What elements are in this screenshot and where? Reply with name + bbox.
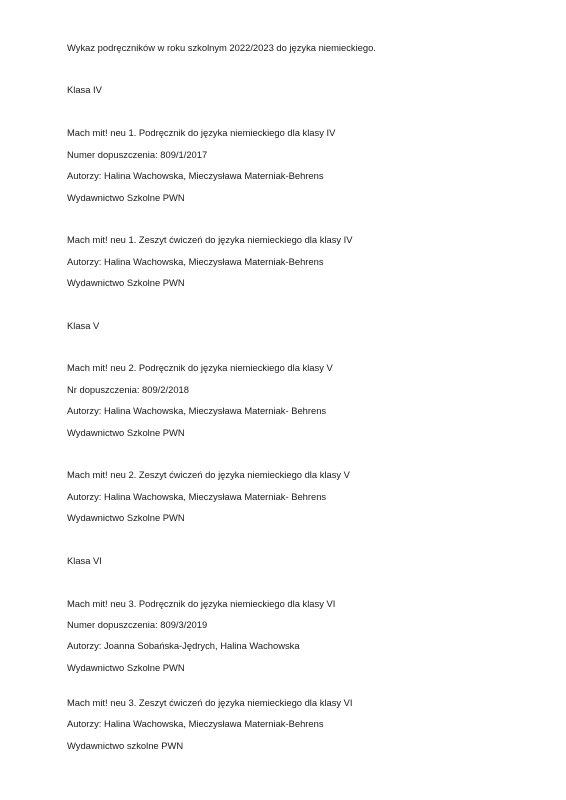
publisher: Wydawnictwo Szkolne PWN: [67, 192, 185, 203]
textbook-title: Mach mit! neu 3. Podręcznik do języka niemieckiego dla klasy VI: [67, 598, 336, 609]
document-title: Wykaz podręczników w roku szkolnym 2022/2023 do języka niemieckiego.: [67, 42, 376, 53]
authors: Autorzy: Halina Wachowska, Mieczysława Materniak-Behrens: [67, 256, 324, 267]
authors: Autorzy: Halina Wachowska, Mieczysława Materniak-Behrens: [67, 170, 324, 181]
publisher: Wydawnictwo Szkolne PWN: [67, 662, 185, 673]
authors: Autorzy: Halina Wachowska, Mieczysława Materniak- Behrens: [67, 491, 327, 502]
approval-number: Nr dopuszczenia: 809/2/2018: [67, 384, 189, 395]
textbook-title: Mach mit! neu 2. Podręcznik do języka niemieckiego dla klasy V: [67, 362, 333, 373]
authors: Autorzy: Joanna Sobańska-Jędrych, Halina Wachowska: [67, 640, 300, 651]
textbook-title: Mach mit! neu 1. Podręcznik do języka niemieckiego dla klasy IV: [67, 127, 336, 138]
workbook-title: Mach mit! neu 2. Zeszyt ćwiczeń do języka niemieckiego dla klasy V: [67, 469, 350, 480]
publisher: Wydawnictwo Szkolne PWN: [67, 277, 185, 288]
approval-number: Numer dopuszczenia: 809/1/2017: [67, 149, 208, 160]
publisher: Wydawnictwo szkolne PWN: [67, 740, 184, 751]
publisher: Wydawnictwo Szkolne PWN: [67, 512, 185, 523]
authors: Autorzy: Halina Wachowska, Mieczysława Materniak-Behrens: [67, 718, 324, 729]
workbook-title: Mach mit! neu 1. Zeszyt ćwiczeń do języka niemieckiego dla klasy IV: [67, 234, 353, 245]
approval-number: Numer dopuszczenia: 809/3/2019: [67, 619, 208, 630]
section-heading-klasa-iv: Klasa IV: [67, 84, 102, 95]
publisher: Wydawnictwo Szkolne PWN: [67, 427, 185, 438]
workbook-title: Mach mit! neu 3. Zeszyt ćwiczeń do języka niemieckiego dla klasy VI: [67, 697, 353, 708]
section-heading-klasa-v: Klasa V: [67, 320, 100, 331]
section-heading-klasa-vi: Klasa VI: [67, 555, 102, 566]
authors: Autorzy: Halina Wachowska, Mieczysława Materniak- Behrens: [67, 405, 327, 416]
